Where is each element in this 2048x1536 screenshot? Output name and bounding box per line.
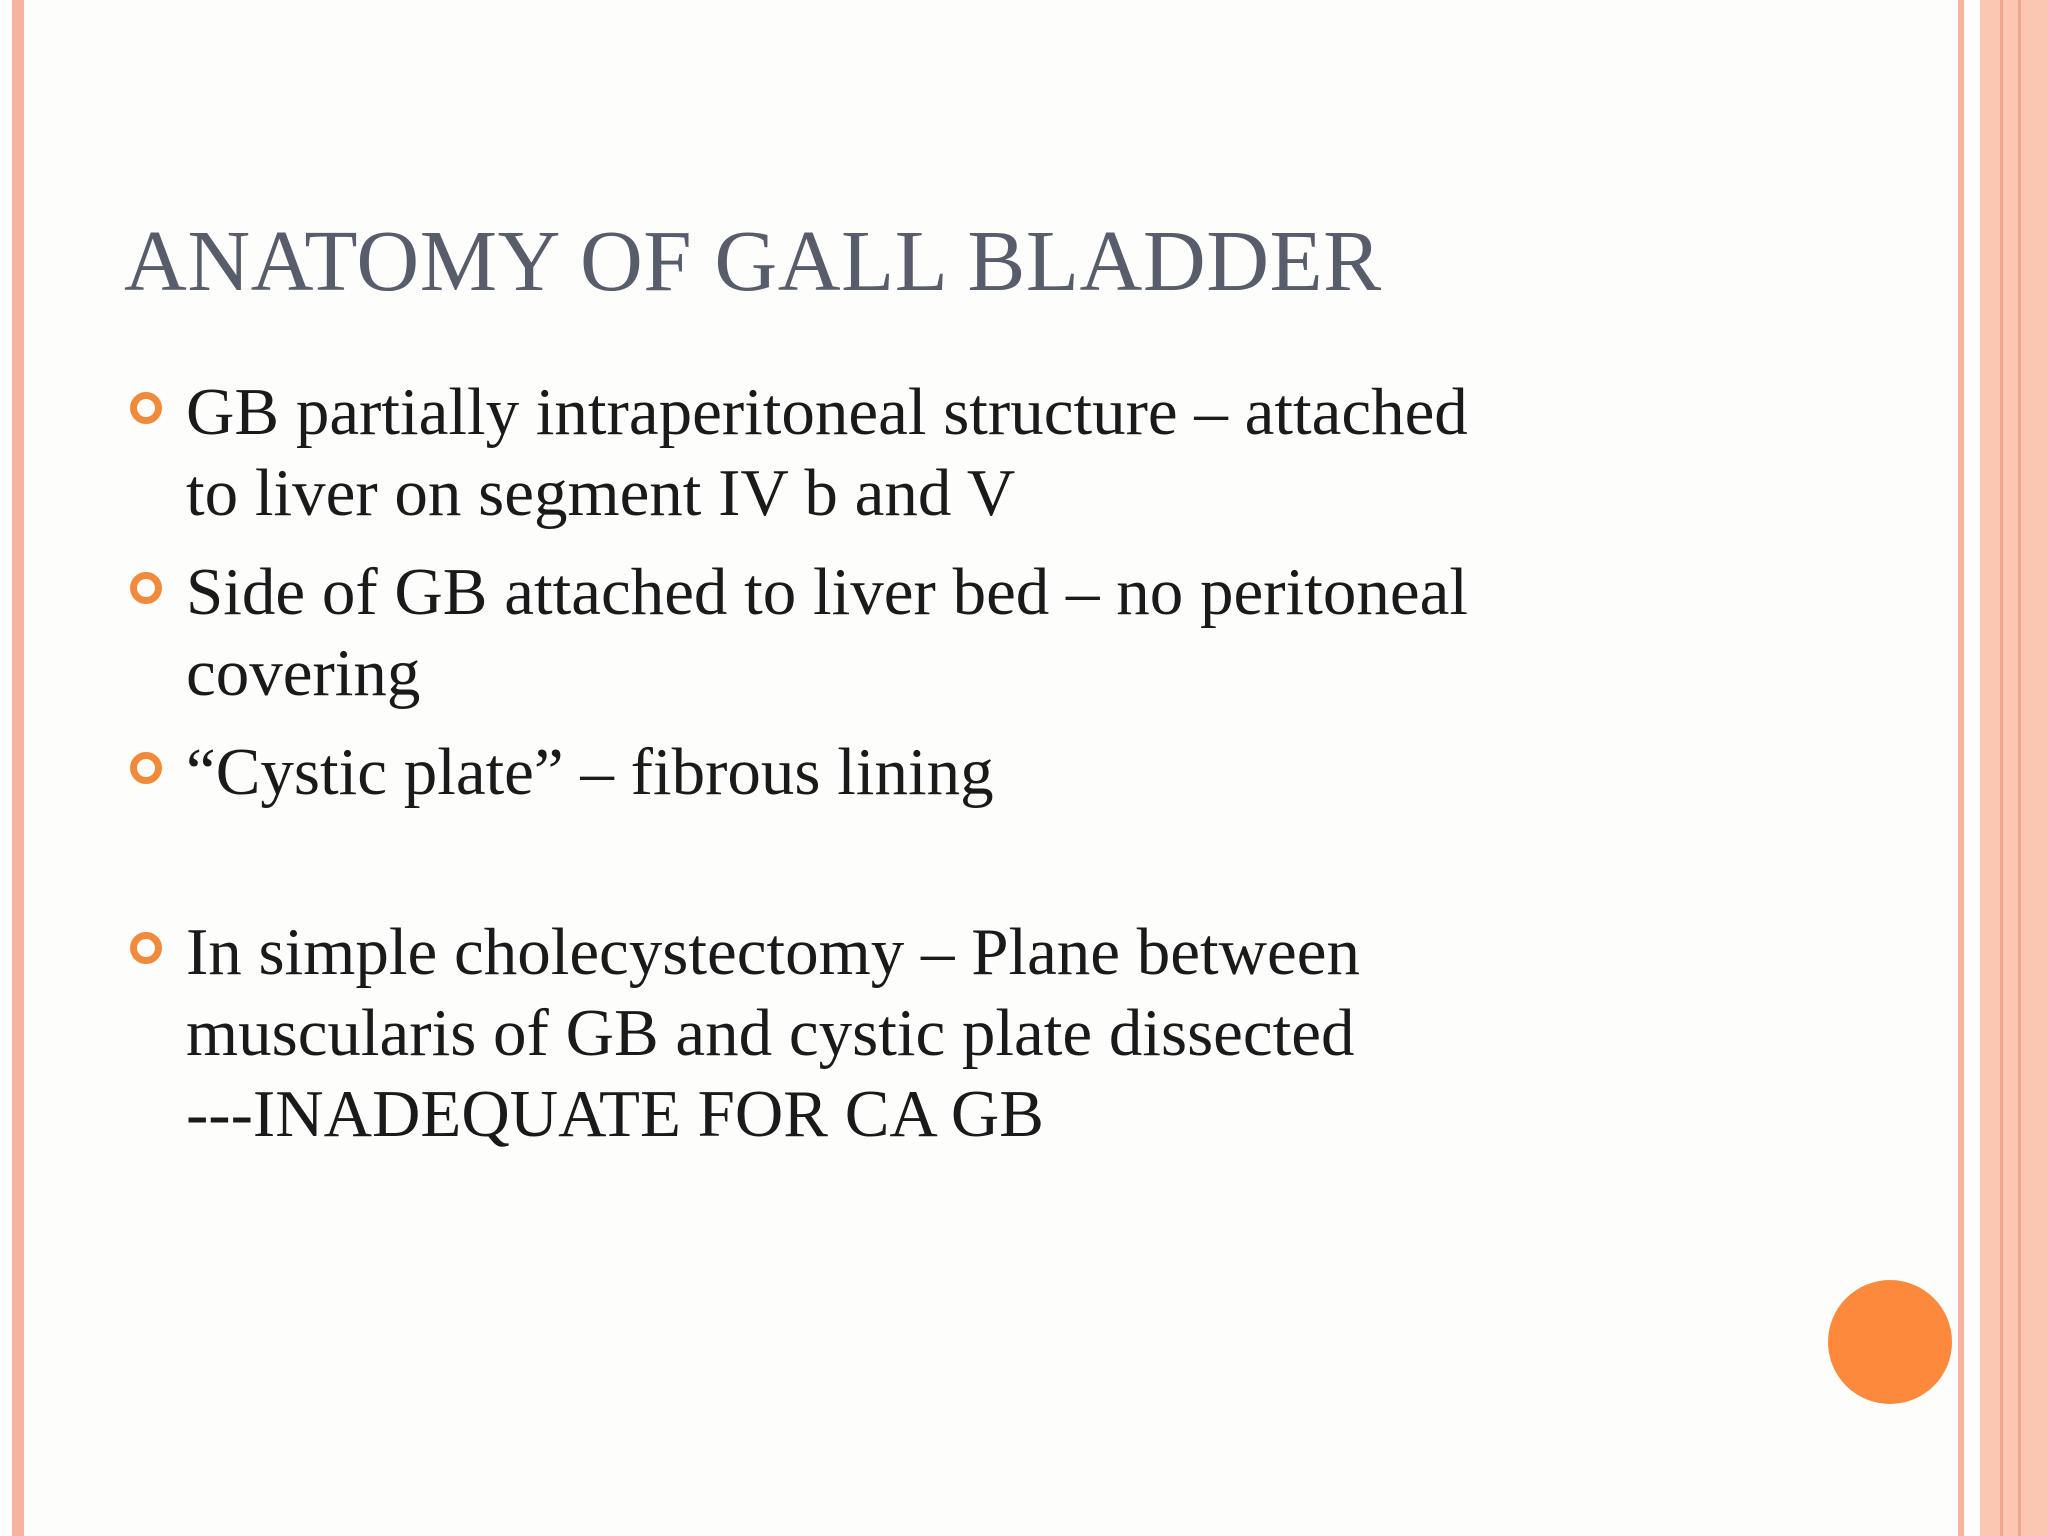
right-border-line-1 <box>2000 0 2003 1536</box>
bullet-text: “Cystic plate” – fibrous lining <box>186 735 994 809</box>
ring-bullet-icon <box>130 752 162 784</box>
bullet-item-3 <box>124 732 1844 813</box>
bullet-list <box>124 372 1844 1173</box>
ring-bullet-icon <box>130 392 162 424</box>
right-border-stripe-inner <box>1958 0 1964 1536</box>
bullet-item-2 <box>124 552 1844 714</box>
slide-title: ANATOMY OF GALL BLADDER <box>124 212 1382 309</box>
left-border-stripe <box>12 0 24 1536</box>
bullet-text: GB partially intraperitoneal structure – attached to liver on segment IV b and V <box>186 375 1468 530</box>
ring-bullet-icon <box>130 932 162 964</box>
bullet-item-4 <box>124 912 1844 1155</box>
right-border-band <box>1980 0 2048 1536</box>
decorative-orange-circle <box>1828 1280 1952 1404</box>
bullet-item-1 <box>124 372 1844 534</box>
bullet-text: Side of GB attached to liver bed – no peritoneal covering <box>186 555 1468 710</box>
bullet-text: In simple cholecystectomy – Plane between muscularis of GB and cystic plate dissected ---INADEQUATE FOR CA GB <box>186 915 1361 1151</box>
right-border-line-2 <box>2018 0 2021 1536</box>
ring-bullet-icon <box>130 572 162 604</box>
